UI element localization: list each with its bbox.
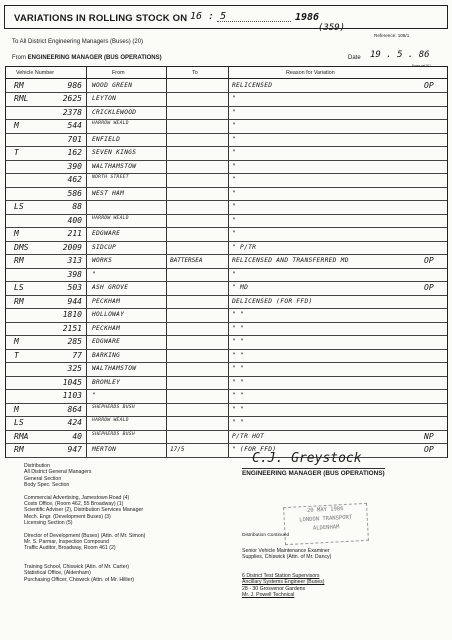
vehicle-prefix: LS — [14, 283, 24, 292]
distribution-item: Statistical Office, (Aldenham) — [24, 570, 91, 577]
distribution-heading: Distribution — [24, 463, 50, 469]
vehicle-number: 211 — [67, 229, 82, 238]
to-garage — [170, 431, 226, 443]
from-garage: BROMLEY — [92, 378, 121, 386]
from-garage — [92, 201, 164, 213]
title-year: 1986 — [295, 12, 320, 23]
table-row — [6, 417, 447, 431]
vehicle-prefix — [14, 134, 40, 146]
vehicle-number: 400 — [67, 215, 82, 225]
status-code — [424, 107, 448, 119]
reason-for-variation: " — [232, 203, 237, 210]
header-to: To — [192, 70, 198, 76]
vehicle-number: 944 — [67, 296, 82, 306]
reason-for-variation: " " — [232, 324, 245, 332]
distribution-item: Senior Vehicle Maintenance Examiner — [242, 548, 330, 554]
vehicle-number: 986 — [67, 80, 82, 90]
vehicle-prefix: RM — [14, 80, 24, 90]
to-garage — [170, 134, 226, 146]
distribution-item: Director of Development (Buses) (Attn. of Mr. Simon) — [24, 532, 146, 539]
distribution-item: Licensing Section (5) — [24, 520, 73, 527]
distribution-item: Mr. S. Parmar, Inspection Compound — [24, 539, 110, 546]
from-garage: SHEPHERDS BUSH — [92, 404, 135, 410]
vehicle-number: 398 — [67, 269, 82, 279]
vehicle-prefix: LS — [14, 418, 24, 427]
reason-for-variation: " — [232, 135, 237, 143]
status-code — [424, 93, 448, 105]
distribution-item: Body Spec. Section — [24, 482, 70, 489]
table-row — [6, 134, 447, 148]
table-row — [6, 201, 447, 215]
vehicle-number: 586 — [67, 188, 82, 198]
to-garage — [170, 201, 226, 213]
distribution-item: 6 District Test Station Supervisors — [242, 572, 320, 579]
from-garage: BARKING — [92, 351, 121, 359]
vehicle-number: 1045 — [62, 377, 82, 387]
reason-for-variation: " " — [232, 365, 245, 372]
distribution-item: Training School, Chiswick (Attn. of Mr. Carter) — [24, 563, 130, 570]
stamp-line: 20 MAY 1986 — [306, 506, 344, 514]
from-garage: EDGWARE — [92, 230, 121, 237]
vehicle-number: 462 — [67, 175, 82, 184]
vehicle-prefix: M — [14, 229, 19, 238]
reason-for-variation: " — [232, 95, 237, 102]
from-garage: EDGWARE — [92, 338, 121, 345]
status-code: OP — [424, 445, 434, 454]
table-row — [6, 444, 447, 458]
distribution-item: Mr. J. Powell Technical — [242, 592, 295, 599]
status-code — [424, 242, 448, 254]
header-reason: Reason for Variation — [286, 70, 335, 76]
status-code — [424, 120, 448, 132]
reason-for-variation: " — [232, 189, 237, 197]
vehicle-number: 2625 — [62, 94, 82, 103]
table-row — [6, 80, 447, 94]
table-header — [6, 67, 447, 79]
vehicle-prefix: RM — [14, 296, 24, 306]
to-garage — [170, 377, 226, 389]
vehicle-number: 1103 — [62, 391, 82, 400]
status-code — [424, 404, 448, 416]
table-row — [6, 215, 447, 229]
to-garage — [170, 242, 226, 254]
from-garage: WOOD GREEN — [92, 81, 133, 89]
vehicle-prefix: T — [14, 148, 19, 157]
variations-table — [5, 66, 448, 458]
vehicle-number: 77 — [72, 350, 82, 360]
vehicle-prefix: LS — [14, 202, 24, 211]
from-garage: HARROW WEALD — [92, 215, 129, 221]
date-label: Date — [348, 55, 361, 61]
table-row — [6, 363, 447, 377]
vehicle-prefix: T — [14, 350, 19, 360]
from-garage: MERTON — [92, 446, 117, 453]
reason-for-variation: RELICENSED AND TRANSFERRED MD — [232, 257, 349, 264]
table-row — [6, 93, 447, 107]
reason-for-variation: " — [232, 108, 237, 116]
status-code — [424, 377, 448, 389]
vehicle-number: 2151 — [62, 323, 82, 333]
distribution-continued: Distribution Continued — [242, 533, 290, 538]
reason-for-variation: " — [232, 122, 237, 129]
status-code — [424, 309, 448, 321]
to-garage — [170, 93, 226, 105]
to-line: To All District Engineering Managers (Buses) (20) — [12, 39, 144, 45]
title-box — [4, 5, 448, 29]
distribution-item: All District General Managers — [24, 469, 92, 476]
from-garage: HARROW WEALD — [92, 121, 129, 126]
from-label: From — [12, 55, 26, 61]
reason-for-variation: " (FOR FFD) — [232, 446, 277, 453]
table-row — [6, 350, 447, 364]
header-from: From — [112, 70, 125, 76]
reason-for-variation: RELICENSED — [232, 81, 273, 89]
vehicle-number: 1810 — [62, 310, 82, 319]
vehicle-prefix — [14, 377, 40, 389]
from-garage: WALTHAMSTOW — [92, 365, 137, 372]
reason-for-variation: " — [232, 149, 237, 156]
reason-for-variation: " — [232, 216, 237, 224]
reason-for-variation: " — [232, 162, 237, 170]
from-garage: ENFIELD — [92, 135, 121, 143]
signature: C.J. Greystock — [252, 451, 362, 466]
to-garage — [170, 174, 226, 186]
header-vehicle-number: Vehicle Number — [16, 70, 55, 76]
to-garage — [170, 147, 226, 159]
status-code — [424, 390, 448, 402]
reason-for-variation: " MD — [232, 284, 249, 291]
from-garage: HOLLOWAY — [92, 311, 125, 318]
vehicle-prefix: RM — [14, 256, 24, 265]
from-garage: WEST HAM — [92, 189, 125, 197]
vehicle-prefix — [14, 188, 40, 200]
to-garage — [170, 350, 226, 362]
to-garage — [170, 404, 226, 416]
vehicle-prefix — [14, 215, 40, 227]
from-garage: CRICKLEWOOD — [92, 108, 137, 116]
reason-for-variation: " " — [232, 405, 245, 413]
distribution-continued-list — [242, 548, 331, 598]
vehicle-prefix: M — [14, 404, 19, 414]
vehicle-number: 2378 — [62, 107, 82, 117]
status-code — [424, 269, 448, 281]
table-row — [6, 188, 447, 202]
vehicle-prefix — [14, 161, 40, 173]
reason-for-variation: " " — [232, 419, 245, 426]
vehicle-prefix — [14, 309, 40, 321]
date-value: 19 . 5 . 86 — [370, 50, 430, 60]
vehicle-number: 285 — [67, 337, 82, 346]
table-row — [6, 323, 447, 337]
vehicle-prefix — [14, 363, 40, 375]
distribution-list — [24, 463, 145, 583]
to-garage — [170, 296, 226, 308]
table-row — [6, 242, 447, 256]
from-garage: PECKHAM — [92, 297, 121, 305]
to-garage — [170, 390, 226, 402]
distribution-item: Traffic Auditor, Broadway, Room 461 (2) — [24, 545, 116, 552]
status-code — [424, 228, 448, 240]
status-code: OP — [424, 80, 434, 90]
vehicle-number: 390 — [67, 161, 82, 171]
distribution-item: Mech. Engr. (Development Buses) (3) — [24, 513, 111, 520]
status-code — [424, 215, 448, 227]
from-garage: SEVEN KINGS — [92, 149, 137, 156]
status-code — [424, 296, 448, 308]
reason-for-variation: P/TR HOT — [232, 432, 265, 440]
distribution-item: Scientific Adviser (2), Distribution Services Manager — [24, 507, 144, 514]
status-code — [424, 134, 448, 146]
vehicle-prefix — [14, 323, 40, 335]
table-row — [6, 228, 447, 242]
to-garage — [170, 363, 226, 375]
to-garage: 17/5 — [170, 446, 185, 453]
received-stamp — [283, 503, 369, 545]
to-garage — [170, 228, 226, 240]
distribution-item: Purchasing Officer, Chiswick (Attn. of Mr. Hillier) — [24, 576, 135, 583]
to-garage — [170, 282, 226, 294]
vehicle-prefix: RML — [14, 94, 29, 103]
table-row — [6, 107, 447, 121]
vehicle-number: 313 — [67, 256, 82, 265]
to-garage — [170, 120, 226, 132]
from-garage: " — [92, 392, 97, 399]
vehicle-number: 544 — [67, 121, 82, 130]
from-garage: ASH GROVE — [92, 284, 129, 291]
table-row — [6, 255, 447, 269]
to-garage: BATTERSEA — [170, 257, 203, 264]
vehicle-number: 2009 — [62, 242, 82, 252]
from-garage: SHEPHERDS BUSH — [92, 431, 135, 437]
document-title: VARIATIONS IN ROLLING STOCK ON — [14, 13, 188, 24]
reference-label: Reference: 108/1 — [374, 33, 410, 38]
reason-for-variation: DELICENSED (FOR FFD) — [232, 297, 313, 305]
to-garage — [170, 417, 226, 429]
table-row — [6, 296, 447, 310]
vehicle-prefix — [14, 390, 40, 402]
vehicle-number: 503 — [67, 283, 82, 292]
title-date-handwritten: 16 : 5 — [190, 11, 227, 22]
from-garage: WALTHAMSTOW — [92, 162, 137, 170]
status-code — [424, 350, 448, 362]
distribution-item: 28 - 30 Grosvenor Gardens — [242, 585, 306, 592]
vehicle-number: 40 — [72, 431, 82, 441]
distribution-item: Ancillary Systems Engineer (Buses) — [242, 579, 325, 586]
table-row — [6, 404, 447, 418]
table-row — [6, 174, 447, 188]
from-garage: PECKHAM — [92, 324, 121, 332]
distribution-item: General Section — [24, 475, 62, 482]
vehicle-prefix: M — [14, 121, 19, 130]
vehicle-prefix: RM — [14, 445, 24, 454]
to-garage — [170, 336, 226, 348]
reason-for-variation: " " — [232, 311, 245, 318]
stamp-line: ALDENHAM — [312, 524, 340, 532]
form-note: Form ref 5/1 — [412, 64, 432, 68]
table-row — [6, 282, 447, 296]
vehicle-number: 424 — [67, 418, 82, 427]
vehicle-number: 325 — [67, 364, 82, 373]
table-row — [6, 309, 447, 323]
reason-for-variation: " — [232, 270, 237, 278]
table-row — [6, 120, 447, 134]
reason-for-variation: " — [232, 230, 237, 237]
vehicle-number: 947 — [67, 445, 82, 454]
to-garage — [170, 309, 226, 321]
distribution-item: Costs Office, (Room 462, 55 Broadway) (1) — [24, 501, 124, 508]
vehicle-number: 88 — [72, 202, 82, 211]
status-code — [424, 161, 448, 173]
to-garage — [170, 188, 226, 200]
status-code — [424, 188, 448, 200]
from-garage: WORKS — [92, 257, 113, 264]
table-row — [6, 161, 447, 175]
status-code: OP — [424, 256, 434, 265]
status-code: NP — [424, 431, 434, 441]
from-garage: LEYTON — [92, 95, 117, 102]
reason-for-variation: " " — [232, 351, 245, 359]
to-garage — [170, 323, 226, 335]
vehicle-prefix — [14, 174, 40, 186]
status-code — [424, 147, 448, 159]
status-code — [424, 363, 448, 375]
vehicle-number: 701 — [67, 134, 82, 144]
signature-title: ENGINEERING MANAGER (BUS OPERATIONS) — [242, 470, 385, 477]
table-row — [6, 269, 447, 283]
to-garage — [170, 215, 226, 227]
vehicle-number: 864 — [67, 404, 82, 414]
table-row — [6, 390, 447, 404]
status-code: OP — [424, 283, 434, 292]
stamp-line: LONDON TRANSPORT — [299, 514, 353, 524]
vehicle-prefix: RMA — [14, 431, 29, 441]
to-garage — [170, 269, 226, 281]
reason-for-variation: " " — [232, 378, 245, 386]
to-garage — [170, 161, 226, 173]
from-line — [12, 55, 162, 61]
vehicle-prefix: DMS — [14, 242, 29, 252]
title-date-dotted-line — [217, 21, 291, 22]
handwritten-reference: (359) — [318, 23, 346, 33]
reason-for-variation: " " — [232, 338, 245, 345]
from-garage: " — [92, 270, 97, 278]
distribution-item: Supplies, Chiswick (Attn. of Mr. Dancy) — [242, 554, 332, 561]
from-garage: NORTH STREET — [92, 175, 129, 180]
vehicle-prefix: M — [14, 337, 19, 346]
from-garage: HARROW WEALD — [92, 418, 129, 423]
vehicle-prefix — [14, 269, 40, 281]
table-row — [6, 377, 447, 391]
to-garage — [170, 107, 226, 119]
table-row — [6, 147, 447, 161]
status-code — [424, 174, 448, 186]
to-garage — [170, 80, 226, 92]
status-code — [424, 323, 448, 335]
reason-for-variation: " — [232, 176, 237, 183]
vehicle-number: 162 — [67, 148, 82, 157]
reason-for-variation: " " — [232, 392, 245, 399]
table-row — [6, 336, 447, 350]
distribution-item: Commercial Advertising, Jamestown Road (4) — [24, 494, 130, 501]
reason-for-variation: " P/TR — [232, 243, 257, 251]
status-code — [424, 201, 448, 213]
vehicle-prefix — [14, 107, 40, 119]
status-code — [424, 336, 448, 348]
table-row — [6, 431, 447, 445]
from-value: ENGINEERING MANAGER (BUS OPERATIONS) — [27, 55, 162, 61]
status-code — [424, 417, 448, 429]
from-garage: SIDCUP — [92, 243, 117, 251]
